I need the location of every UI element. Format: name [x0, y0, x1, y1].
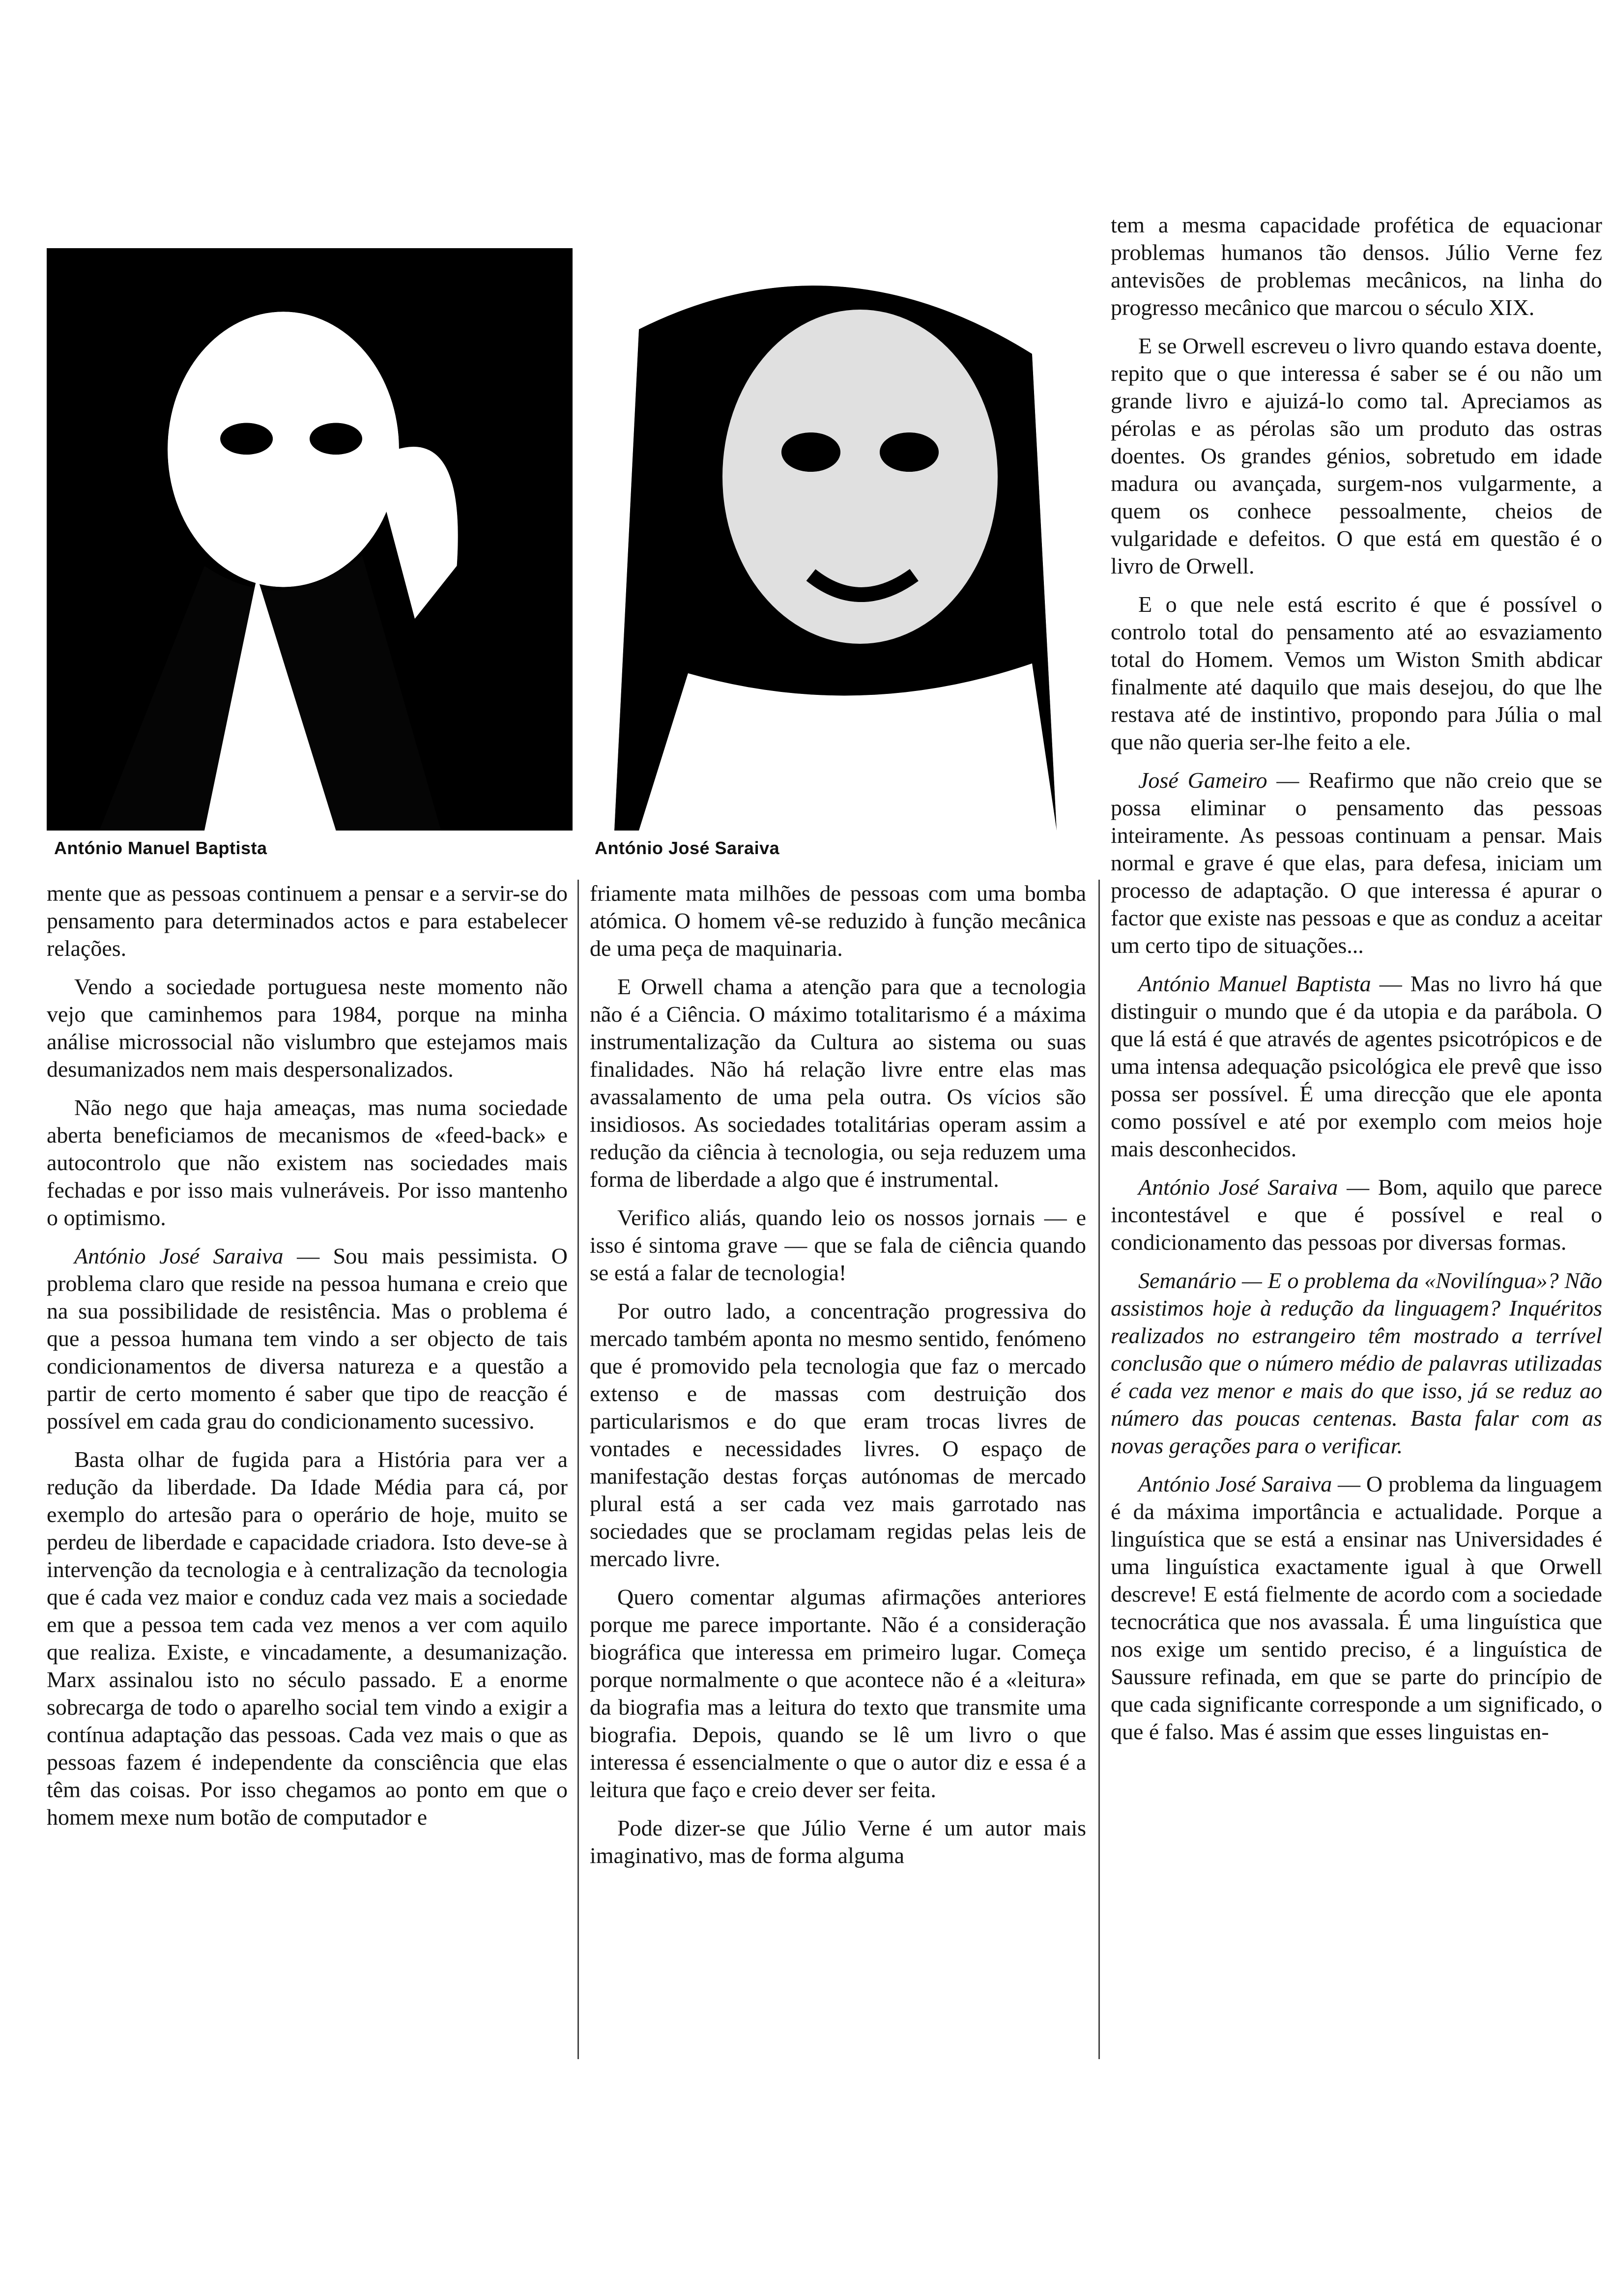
column-rule — [1098, 880, 1100, 2059]
paragraph: Não nego que haja ameaças, mas numa sociedade aberta beneficiamos de mecanismos de «feed-back» e autocontrolo que não existem nas sociedades mais fechadas e por isso mais vulneráveis. Por isso mantenho o optimismo. — [47, 1095, 568, 1230]
question-text: — E o problema da «Novilíngua»? Não assistimos hoje à redução da linguagem? Inquéritos realizados no estrangeiro têm mostrado a terrível conclusão que o número médio de palavras utilizadas é cada vez menor e mais do que isso, já se reduz ao número das poucas centenas. Basta falar com as novas gerações para o verificar. — [1111, 1268, 1602, 1458]
paragraph — [47, 1242, 568, 1435]
paragraph — [1111, 970, 1602, 1163]
paragraph: Basta olhar de fugida para a História para ver a redução da liberdade. Da Idade Média para cá, por exemplo do artesão para o operário de hoje, muito se perdeu de liberdade e capacidade criadora. Isto deve-se à intervenção da tecnologia e à centralização da tecnologia que é cada vez maior e conduz cada vez mais a sociedade em que a pessoa tem cada vez menos a ver com aquilo que realiza. Existe, e vincadamente, a desumanização. Marx assinalou isto no século passado. E a enorme sobrecarga de todo o aparelho social tem vindo a exigir a contínua adaptação das pessoas. Cada vez mais o que as pessoas fazem é independente da consciência que elas têm das coisas. Por isso chegamos ao ponto em que o homem mexe num botão de computador e — [47, 1447, 568, 1830]
speaker-name: José Gameiro — [1138, 768, 1267, 793]
paragraph: friamente mata milhões de pessoas com uma bomba atómica. O homem vê-se reduzido à função mecânica de uma peça de maquinaria. — [590, 881, 1086, 961]
paragraph: E se Orwell escreveu o livro quando estava doente, repito que o que interessa é saber se é ou não um grande livro e ajuizá-lo como tal. Apreciamos as pérolas e as pérolas são um produto das ostras doentes. Os grandes génios, sobretudo em idade madura ou avançada, surgem-nos vulgarmente, a quem os conhece pessoalmente, cheios de vulgaridade e defeitos. O que está em questão é o livro de Orwell. — [1111, 333, 1602, 578]
speaker-name: António José Saraiva — [74, 1243, 284, 1268]
speaker-text: — Reafirmo que não creio que se possa eliminar o pensamento das pessoas inteiramente. As pessoas continuam a pensar. Mais normal e grave é que elas, para defesa, iniciam um processo de adaptação. O que interessa é apurar o factor que existe nas pessoas e que as conduz a aceitar um certo tipo de situações... — [1111, 768, 1602, 958]
portrait-photo-saraiva — [590, 231, 1081, 831]
paragraph — [1111, 1174, 1602, 1256]
paragraph: mente que as pessoas continuem a pensar e a servir-se do pensamento para determinados actos e para estabelecer relações. — [47, 881, 568, 961]
paragraph: Vendo a sociedade portuguesa neste momento não vejo que caminhemos para 1984, porque na minha análise microssocial não vislumbro que estejamos mais desumanizados nem mais despersonalizados. — [47, 974, 568, 1082]
speaker-text: — Mas no livro há que distinguir o mundo que é da utopia e da parábola. O que lá está é que através de agentes psicotrópicos e de uma intensa adequação psicológica ele prevê que isso possa ser possível. É uma direcção que ele aponta como possível e até por exemplo com meios hoje mais desconhecidos. — [1111, 971, 1602, 1161]
speaker-text: — Sou mais pessimista. O problema claro que reside na pessoa humana e creio que na sua possibilidade de resistência. Mas o problema é que a pessoa humana tem vindo a ser objecto de tais condicionamentos de diversa natureza e a questão a partir de certo momento é saber que tipo de reacção é possível em cada grau do condicionamento sucessivo. — [47, 1243, 568, 1434]
speaker-name: António José Saraiva — [1138, 1471, 1332, 1496]
speaker-name: Semanário — [1138, 1268, 1237, 1293]
article-column-3 — [1111, 211, 1602, 2069]
photo-caption: António José Saraiva — [595, 838, 780, 858]
paragraph: Por outro lado, a concentração progressiva do mercado também aponta no mesmo sentido, fenómeno que é promovido pela tecnologia que faz o mercado extenso e de massas com destruição dos particularismos e do que eram trocas livres de vontades e necessidades livres. O espaço de manifestação destas forças autónomas de mercado plural está a ser cada vez mais garrotado nas sociedades que se proclamam regidas pelas leis de mercado livre. — [590, 1298, 1086, 1571]
photo-caption: António Manuel Baptista — [54, 838, 267, 858]
paragraph: Pode dizer-se que Júlio Verne é um autor mais imaginativo, mas de forma alguma — [590, 1815, 1086, 1868]
paragraph: Quero comentar algumas afirmações anteriores porque me parece importante. Não é a consideração biográfica que interessa em primeiro lugar. Começa porque normalmente o que acontece não é a «leitura» da biografia mas a leitura do texto que transmite uma biografia. Depois, quando se lê um livro o que interessa é essencialmente o que o autor diz e essa é a leitura que faço e creio dever ser feita. — [590, 1584, 1086, 1802]
paragraph: E o que nele está escrito é que é possível o controlo total do pensamento até ao esvaziamento total do Homem. Vemos um Wiston Smith abdicar finalmente até daquilo que mais desejou, do que lhe restava até de instintivo, propondo para Júlia o mal que não queria ser-lhe feito a ele. — [1111, 592, 1602, 754]
column-rule — [577, 880, 579, 2059]
paragraph — [1111, 767, 1602, 959]
paragraph: Verifico aliás, quando leio os nossos jornais — e isso é sintoma grave — que se fala de ciência quando se está a falar de tecnologia! — [590, 1205, 1086, 1285]
article-column-2 — [590, 880, 1086, 2069]
speaker-text: — O problema da linguagem é da máxima importância e actualidade. Porque a linguística que se está a ensinar nas Universidades é uma linguística exactamente igual à que Orwell descreve! E está fielmente de acordo com a sociedade tecnocrática que nos avassala. É uma linguística que nos exige um sentido preciso, é a linguística de Saussure refinada, em que se parte do princípio de que cada significante corresponde a um significado, o que é falso. Mas é assim que esses linguistas en- — [1111, 1471, 1602, 1744]
speaker-name: António Manuel Baptista — [1138, 971, 1371, 996]
speaker-text: — Bom, aquilo que parece incontestável e que é possível e real o condicionamento das pessoas por diversas formas. — [1111, 1175, 1602, 1255]
article-column-1 — [47, 880, 568, 2069]
speaker-name: António José Saraiva — [1138, 1175, 1338, 1200]
paragraph: E Orwell chama a atenção para que a tecnologia não é a Ciência. O máximo totalitarismo é a máxima instrumentalização da Cultura ao sistema ou suas finalidades. Não há relação livre entre elas mas avassalamento de uma pela outra. Os vícios são insidiosos. As sociedades totalitárias operam assim a redução da ciência à tecnologia, ou seja reduzem uma forma de liberdade a algo que é instrumental. — [590, 974, 1086, 1192]
portrait-photo-baptista — [47, 248, 573, 831]
paragraph: tem a mesma capacidade profética de equacionar problemas humanos tão densos. Júlio Verne fez antevisões de problemas mecânicos, na linha do progresso mecânico que marcou o século XIX. — [1111, 212, 1602, 320]
paragraph — [1111, 1267, 1602, 1460]
paragraph — [1111, 1470, 1602, 1746]
